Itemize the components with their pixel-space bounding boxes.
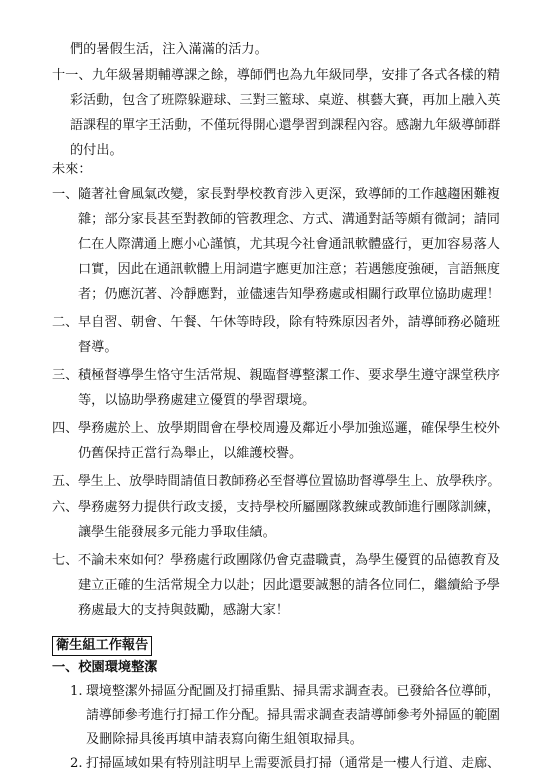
paragraph-line: 的付出。 xyxy=(70,143,123,158)
paragraph-line: 等，以協助學務處建立優質的學習環境。 xyxy=(78,393,316,408)
item-number: 1. xyxy=(70,684,83,699)
paragraph-line: 者；仍應沉著、冷靜應對，並儘速告知學務處或相關行政單位協助處理！ xyxy=(78,287,500,302)
paragraph-line: 語課程的單字王活動，不僅玩得開心還學習到課程內容。感謝九年級導師群 xyxy=(70,118,501,133)
paragraph-line: 不論未來如何？學務處行政團隊仍會克盡職責，為學生優質的品德教育及 xyxy=(78,553,500,568)
paragraph-line: 學務處努力提供行政支援，支持學校所屬團隊教練或教師進行團隊訓練， xyxy=(78,500,500,515)
paragraph-line: 打掃區域如果有特別註明早上需要派員打掃（通常是一樓人行道、走廊、 xyxy=(86,756,500,771)
paragraph-line: 積極督導學生恪守生活常規、親臨督導整潔工作、要求學生遵守課堂秩序 xyxy=(78,368,500,383)
paragraph-line: 及刪除掃具後再填申請表寫向衛生組領取掃具。 xyxy=(86,732,363,747)
paragraph-line: 請導師參考進行打掃工作分配。掃具需求調查表請導師參考外掃區的範圍 xyxy=(86,708,500,723)
paragraph-line: 口實，因此在通訊軟體上用詞遣字應更加注意；若遇態度強硬，言語無度 xyxy=(78,262,500,277)
item-number: 2. xyxy=(70,756,83,771)
item-number: 六、 xyxy=(52,500,79,515)
paragraph-line: 隨著社會風氣改變，家長對學校教育涉入更深，致導師的工作越趨困難複 xyxy=(78,187,500,202)
paragraph-line: 彩活動，包含了班際躲避球、三對三籃球、桌遊、棋藝大賽，再加上融入英 xyxy=(70,93,501,108)
paragraph-line: 建立正確的生活常規全力以赴；因此還要誠懇的請各位同仁，繼續給予學 xyxy=(78,578,500,593)
paragraph-line: 九年級暑期輔導課之餘，導師們也為九年級同學，安排了各式各樣的精 xyxy=(92,68,500,83)
item-number: 二、 xyxy=(52,315,79,330)
item-number: 十一、 xyxy=(52,68,92,83)
item-number: 一、 xyxy=(52,187,79,202)
paragraph-line: 雜；部分家長甚至對教師的管教理念、方式、溝通對話等頗有微詞；請同 xyxy=(78,212,500,227)
paragraph-line: 讓學生能發展多元能力爭取佳績。 xyxy=(78,525,276,540)
paragraph-line: 仁在人際溝通上應小心謹慎，尤其現今社會通訊軟體盛行，更加容易落人 xyxy=(78,237,500,252)
item-number: 五、 xyxy=(52,474,79,489)
section-title-box: 衛生組工作報告 xyxy=(52,636,152,656)
paragraph-line: 環境整潔外掃區分配圖及打掃重點、掃具需求調查表。已發給各位導師， xyxy=(86,684,500,699)
subsection-heading: 一、校園環境整潔 xyxy=(52,660,158,675)
paragraph-line: 學生上、放學時間請值日教師務必至督導位置協助督導學生上、放學秩序。 xyxy=(78,474,501,489)
paragraph-line: 務處最大的支持與鼓勵，感謝大家！ xyxy=(78,603,289,618)
paragraph-line: 仍舊保持正當行為舉止，以維護校譽。 xyxy=(78,446,303,461)
paragraph-line: 學務處於上、放學期間會在學校周邊及鄰近小學加強巡邏，確保學生校外 xyxy=(78,421,500,436)
item-number: 四、 xyxy=(52,421,79,436)
item-number: 三、 xyxy=(52,368,79,383)
paragraph-line: 早自習、朝會、午餐、午休等時段，除有特殊原因者外，請導師務必隨班 xyxy=(78,315,500,330)
item-number: 七、 xyxy=(52,553,79,568)
paragraph-line: 督導。 xyxy=(78,340,118,355)
section-heading-future: 未來： xyxy=(52,162,92,177)
paragraph-line: 們的暑假生活，注入滿滿的活力。 xyxy=(70,42,268,57)
